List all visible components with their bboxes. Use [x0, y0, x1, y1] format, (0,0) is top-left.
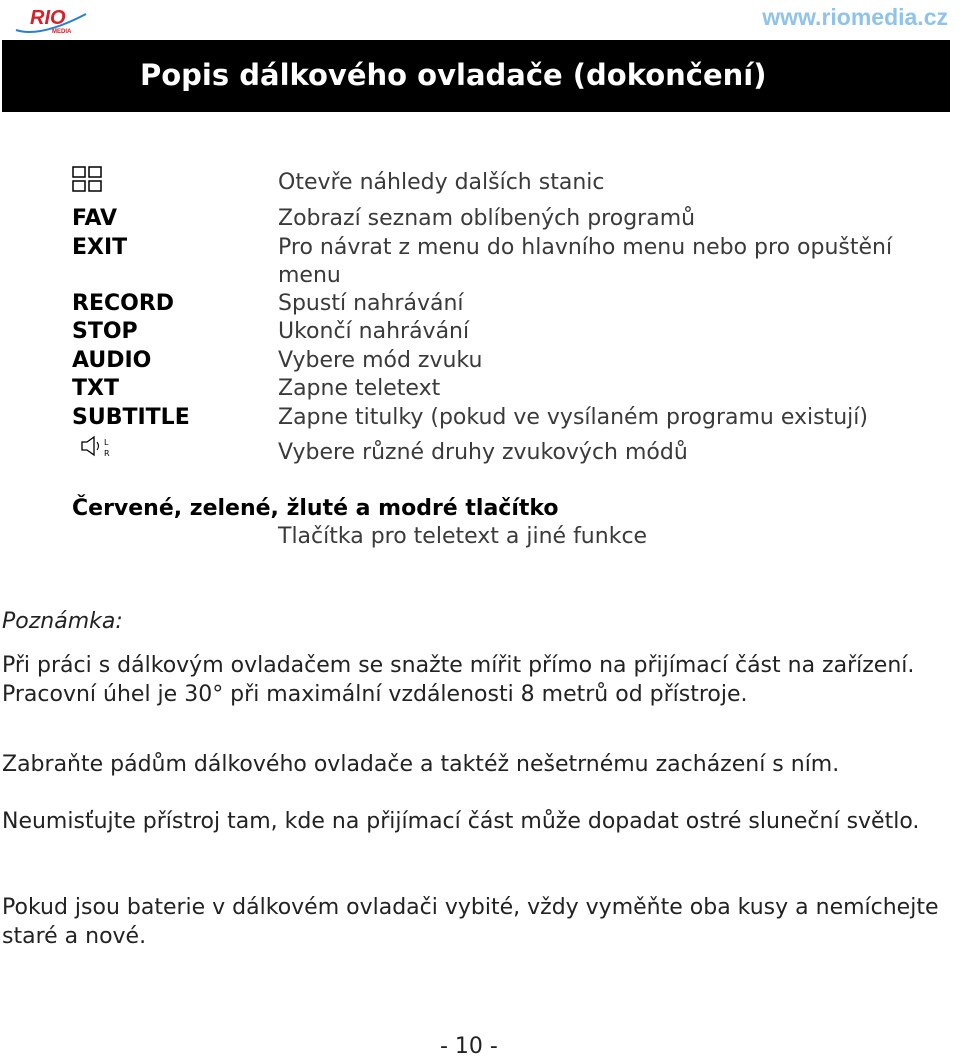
multi-window-icon	[72, 166, 104, 194]
svg-text:L: L	[104, 438, 109, 447]
key-row	[72, 291, 952, 319]
key-label: RECORD	[72, 291, 175, 316]
key-row	[72, 263, 952, 291]
key-description: Vybere mód zvuku	[278, 348, 483, 373]
key-row	[72, 235, 952, 263]
key-label: AUDIO	[72, 348, 152, 373]
svg-text:RIO: RIO	[30, 7, 66, 29]
key-label: SUBTITLE	[72, 405, 190, 430]
key-description: Ukončí nahrávání	[278, 319, 470, 344]
key-description: Vybere různé druhy zvukových módů	[278, 440, 688, 465]
page-number: - 10 -	[440, 1034, 498, 1059]
key-description: Spustí nahrávání	[278, 291, 464, 316]
rio-media-logo	[10, 4, 90, 36]
speaker-lr-icon	[80, 434, 116, 460]
note-paragraph: Neumisťujte přístroj tam, kde na přijímací část může dopadat ostré sluneční světlo.	[2, 809, 920, 834]
key-description: menu	[278, 263, 341, 288]
key-row	[72, 206, 952, 234]
key-row	[72, 348, 952, 376]
key-label: EXIT	[72, 235, 128, 260]
key-label: STOP	[72, 319, 138, 344]
site-url[interactable]: www.riomedia.cz	[762, 4, 948, 30]
colour-buttons-heading: Červené, zelené, žluté a modré tlačítko	[72, 496, 559, 521]
key-description: Pro návrat z menu do hlavního menu nebo pro opuštění	[278, 235, 893, 260]
note-paragraph: Zabraňte pádům dálkového ovladače a taktéž nešetrnému zacházení s ním.	[2, 752, 840, 777]
key-description: Zapne teletext	[278, 376, 441, 401]
key-description: Zobrazí seznam oblíbených programů	[278, 206, 696, 231]
key-description: Otevře náhledy dalších stanic	[278, 170, 605, 195]
svg-text:MEDIA: MEDIA	[52, 29, 72, 35]
key-row	[72, 440, 952, 468]
key-label: TXT	[72, 376, 119, 401]
key-row	[72, 170, 952, 198]
key-row	[72, 319, 952, 347]
title-bar	[2, 40, 950, 112]
key-row	[72, 405, 952, 433]
key-label: FAV	[72, 206, 118, 231]
note-paragraph: Při práci s dálkovým ovladačem se snažte mířit přímo na přijímací část na zařízení. Pracovní úhel je 30° při maximální vzdálenosti 8 metrů od přístroje.	[2, 653, 915, 707]
note-paragraph: Pokud jsou baterie v dálkovém ovladači vybité, vždy vyměňte oba kusy a nemíchejte staré a nové.	[2, 895, 939, 949]
note-label: Poznámka:	[2, 609, 123, 634]
svg-text:R: R	[104, 449, 110, 458]
page-title: Popis dálkového ovladače (dokončení)	[140, 58, 767, 92]
key-description: Zapne titulky (pokud ve vysílaném programu existují)	[278, 405, 868, 430]
key-row	[72, 376, 952, 404]
colour-buttons-description: Tlačítka pro teletext a jiné funkce	[278, 524, 648, 549]
